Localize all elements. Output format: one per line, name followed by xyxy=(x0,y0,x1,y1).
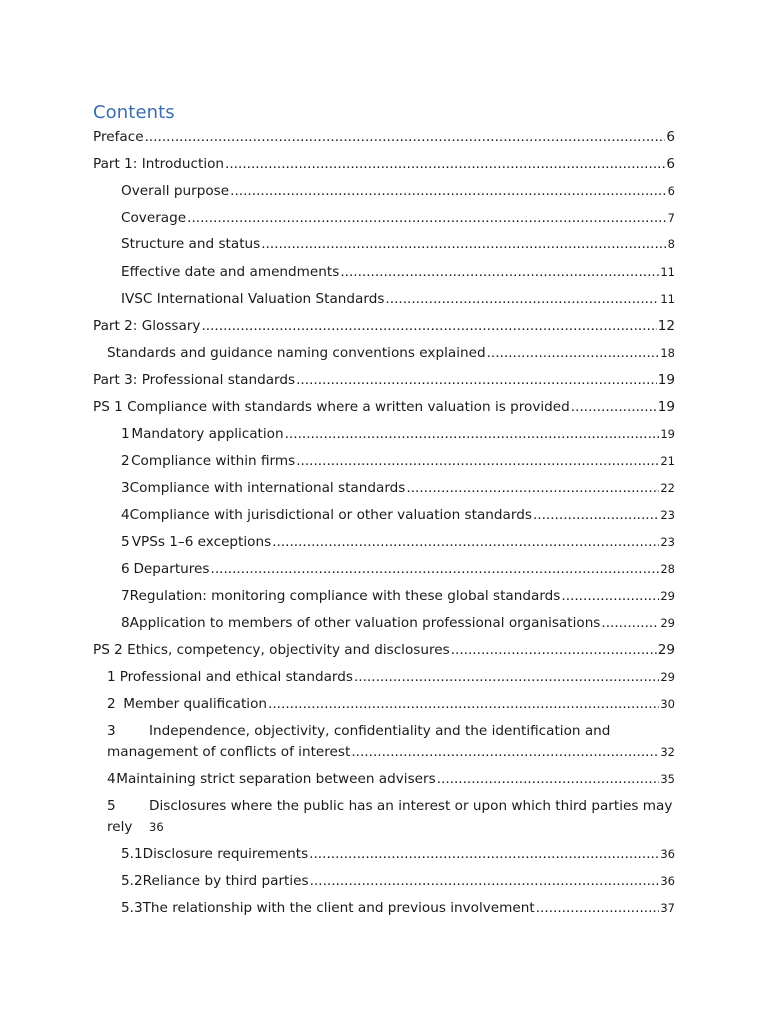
toc-entry[interactable] xyxy=(121,845,675,863)
dot-leader xyxy=(385,290,659,308)
toc-entry-number: 1 xyxy=(121,426,130,442)
toc-entry-title: Part 2: Glossary xyxy=(93,318,201,334)
dot-leader xyxy=(437,770,660,788)
toc-entry-page: 32 xyxy=(660,745,675,759)
toc-entry[interactable] xyxy=(121,209,675,227)
dot-leader xyxy=(406,479,659,497)
dot-leader xyxy=(536,899,660,917)
toc-entry-number: 6 xyxy=(121,561,130,577)
dot-leader xyxy=(230,182,667,200)
dot-leader xyxy=(261,235,666,253)
toc-entry-title: Departures xyxy=(133,561,210,577)
toc-entry[interactable] xyxy=(121,452,675,470)
toc-entry[interactable] xyxy=(121,560,675,578)
toc-entry-number: 2 xyxy=(107,696,116,712)
toc-entry-title: PS 1 Compliance with standards where a written valuation is provided xyxy=(93,399,570,415)
toc-entry-number: 2 xyxy=(121,453,130,469)
dot-leader xyxy=(354,668,659,686)
toc-entry-number: 5.1 xyxy=(121,846,143,862)
toc-entry[interactable] xyxy=(121,235,675,253)
toc-entry[interactable] xyxy=(107,797,672,815)
toc-entry[interactable] xyxy=(121,899,675,917)
toc-entry-page: 19 xyxy=(657,399,675,415)
toc-entry-title: management of conflicts of interest xyxy=(107,744,351,760)
toc-entry[interactable] xyxy=(93,398,675,416)
toc-entry-page: 11 xyxy=(660,265,675,279)
dot-leader xyxy=(225,155,665,173)
toc-entry-page: 8 xyxy=(667,237,675,251)
toc-entry[interactable] xyxy=(93,371,675,389)
dot-leader xyxy=(451,641,657,659)
toc-entry-page: 6 xyxy=(667,184,675,198)
toc-entry[interactable] xyxy=(107,668,675,686)
dot-leader xyxy=(211,560,660,578)
toc-entry-page: 11 xyxy=(660,292,675,306)
toc-entry-title: Member qualification xyxy=(123,696,268,712)
toc-entry[interactable] xyxy=(93,317,675,335)
toc-entry-title: PS 2 Ethics, competency, objectivity and disclosures xyxy=(93,642,450,658)
toc-entry-title: Overall purpose xyxy=(121,183,230,199)
toc-entry-title: Professional and ethical standards xyxy=(119,669,353,685)
toc-entry-title: The relationship with the client and previous involvement xyxy=(142,900,535,916)
toc-entry-title: Preface xyxy=(93,129,144,145)
toc-entry-title: Application to members of other valuation professional organisations xyxy=(129,615,601,631)
toc-entry-title: Mandatory application xyxy=(131,426,284,442)
toc-entry[interactable] xyxy=(121,587,675,605)
toc-entry-title: Coverage xyxy=(121,210,187,226)
toc-entry[interactable] xyxy=(121,290,675,308)
dot-leader xyxy=(201,317,656,335)
toc-entry-title: Disclosures where the public has an interest or upon which third parties may xyxy=(149,798,673,814)
dot-leader xyxy=(296,371,657,389)
toc-entry-number: 7 xyxy=(121,588,130,604)
toc-entry-page: 6 xyxy=(666,156,675,172)
toc-entry-title: Disclosure requirements xyxy=(142,846,309,862)
dot-leader xyxy=(340,263,659,281)
toc-entry-title: Independence, objectivity, confidentiality and the identification and xyxy=(149,723,611,739)
toc-entry-page: 35 xyxy=(660,772,675,786)
toc-entry[interactable] xyxy=(107,695,675,713)
dot-leader xyxy=(533,506,659,524)
toc-entry[interactable] xyxy=(121,533,675,551)
toc-entry-number: 1 xyxy=(107,669,116,685)
toc-entry-page: 21 xyxy=(660,454,675,468)
toc-entry-number: 3 xyxy=(121,480,130,496)
toc-entry-page: 23 xyxy=(660,535,675,549)
toc-entry-page: 29 xyxy=(660,616,675,630)
dot-leader xyxy=(310,872,660,890)
dot-leader xyxy=(351,743,659,761)
dot-leader xyxy=(296,452,659,470)
toc-entry-title: Reliance by third parties xyxy=(142,873,309,889)
toc-entry-page: 29 xyxy=(660,670,675,684)
toc-entry-page: 6 xyxy=(666,129,675,145)
toc-entry-number: 5 xyxy=(107,798,116,814)
dot-leader xyxy=(268,695,659,713)
dot-leader xyxy=(145,128,666,146)
toc-entry-title: Regulation: monitoring compliance with these global standards xyxy=(129,588,561,604)
toc-entry[interactable] xyxy=(107,770,675,788)
toc-entry-page: 19 xyxy=(657,372,675,388)
toc-entry-title: Structure and status xyxy=(121,236,261,252)
toc-entry-page: 36 xyxy=(660,874,675,888)
toc-entry-page: 37 xyxy=(660,901,675,915)
toc-entry[interactable] xyxy=(121,872,675,890)
toc-entry-number: 3 xyxy=(107,723,116,739)
toc-entry[interactable] xyxy=(93,155,675,173)
toc-entry-title: Maintaining strict separation between advisers xyxy=(116,771,436,787)
toc-entry-number: 5.3 xyxy=(121,900,143,916)
toc-entry-title: Standards and guidance naming conventions explained xyxy=(107,345,486,361)
dot-leader xyxy=(601,614,659,632)
toc-entry-title: rely xyxy=(107,819,133,835)
toc-entry[interactable] xyxy=(121,263,675,281)
toc-entry-title: Part 3: Professional standards xyxy=(93,372,296,388)
dot-leader xyxy=(285,425,660,443)
toc-entry-page: 19 xyxy=(660,427,675,441)
toc-entry-title: VPSs 1–6 exceptions xyxy=(131,534,272,550)
toc-entry-title: IVSC International Valuation Standards xyxy=(121,291,385,307)
contents-heading: Contents xyxy=(93,102,175,123)
toc-entry[interactable] xyxy=(121,614,675,632)
toc-entry-page: 7 xyxy=(667,211,675,225)
dot-leader xyxy=(487,344,660,362)
dot-leader xyxy=(561,587,659,605)
toc-entry-title: Compliance within firms xyxy=(131,453,296,469)
toc-entry-page: 22 xyxy=(660,481,675,495)
toc-entry-number: 4 xyxy=(121,507,130,523)
toc-entry-title: Part 1: Introduction xyxy=(93,156,225,172)
toc-entry[interactable] xyxy=(93,128,675,146)
toc-entry-number: 5.2 xyxy=(121,873,143,889)
toc-entry-title: Effective date and amendments xyxy=(121,264,340,280)
toc-entry[interactable] xyxy=(121,506,675,524)
toc-entry-page: 36 xyxy=(660,847,675,861)
toc-entry[interactable] xyxy=(121,182,675,200)
dot-leader xyxy=(309,845,659,863)
toc-entry-continuation[interactable] xyxy=(107,818,164,836)
dot-leader xyxy=(187,209,667,227)
toc-entry[interactable] xyxy=(93,641,675,659)
toc-entry-number: 5 xyxy=(121,534,130,550)
toc-entry-page: 29 xyxy=(657,642,675,658)
toc-entry-page: 36 xyxy=(149,820,164,834)
toc-entry-number: 4 xyxy=(107,771,116,787)
toc-entry-page: 28 xyxy=(660,562,675,576)
toc-entry-continuation[interactable] xyxy=(107,743,675,761)
dot-leader xyxy=(272,533,659,551)
toc-entry-title: Compliance with jurisdictional or other valuation standards xyxy=(129,507,532,523)
toc-entry-number: 8 xyxy=(121,615,130,631)
toc-entry[interactable] xyxy=(107,722,610,740)
toc-entry-title: Compliance with international standards xyxy=(129,480,406,496)
toc-entry[interactable] xyxy=(121,479,675,497)
toc-entry-page: 29 xyxy=(660,589,675,603)
toc-entry-page: 23 xyxy=(660,508,675,522)
toc-entry[interactable] xyxy=(121,425,675,443)
dot-leader xyxy=(571,398,657,416)
toc-entry-page: 12 xyxy=(657,318,675,334)
toc-entry-page: 30 xyxy=(660,697,675,711)
toc-entry-page: 18 xyxy=(660,346,675,360)
toc-entry[interactable] xyxy=(107,344,675,362)
